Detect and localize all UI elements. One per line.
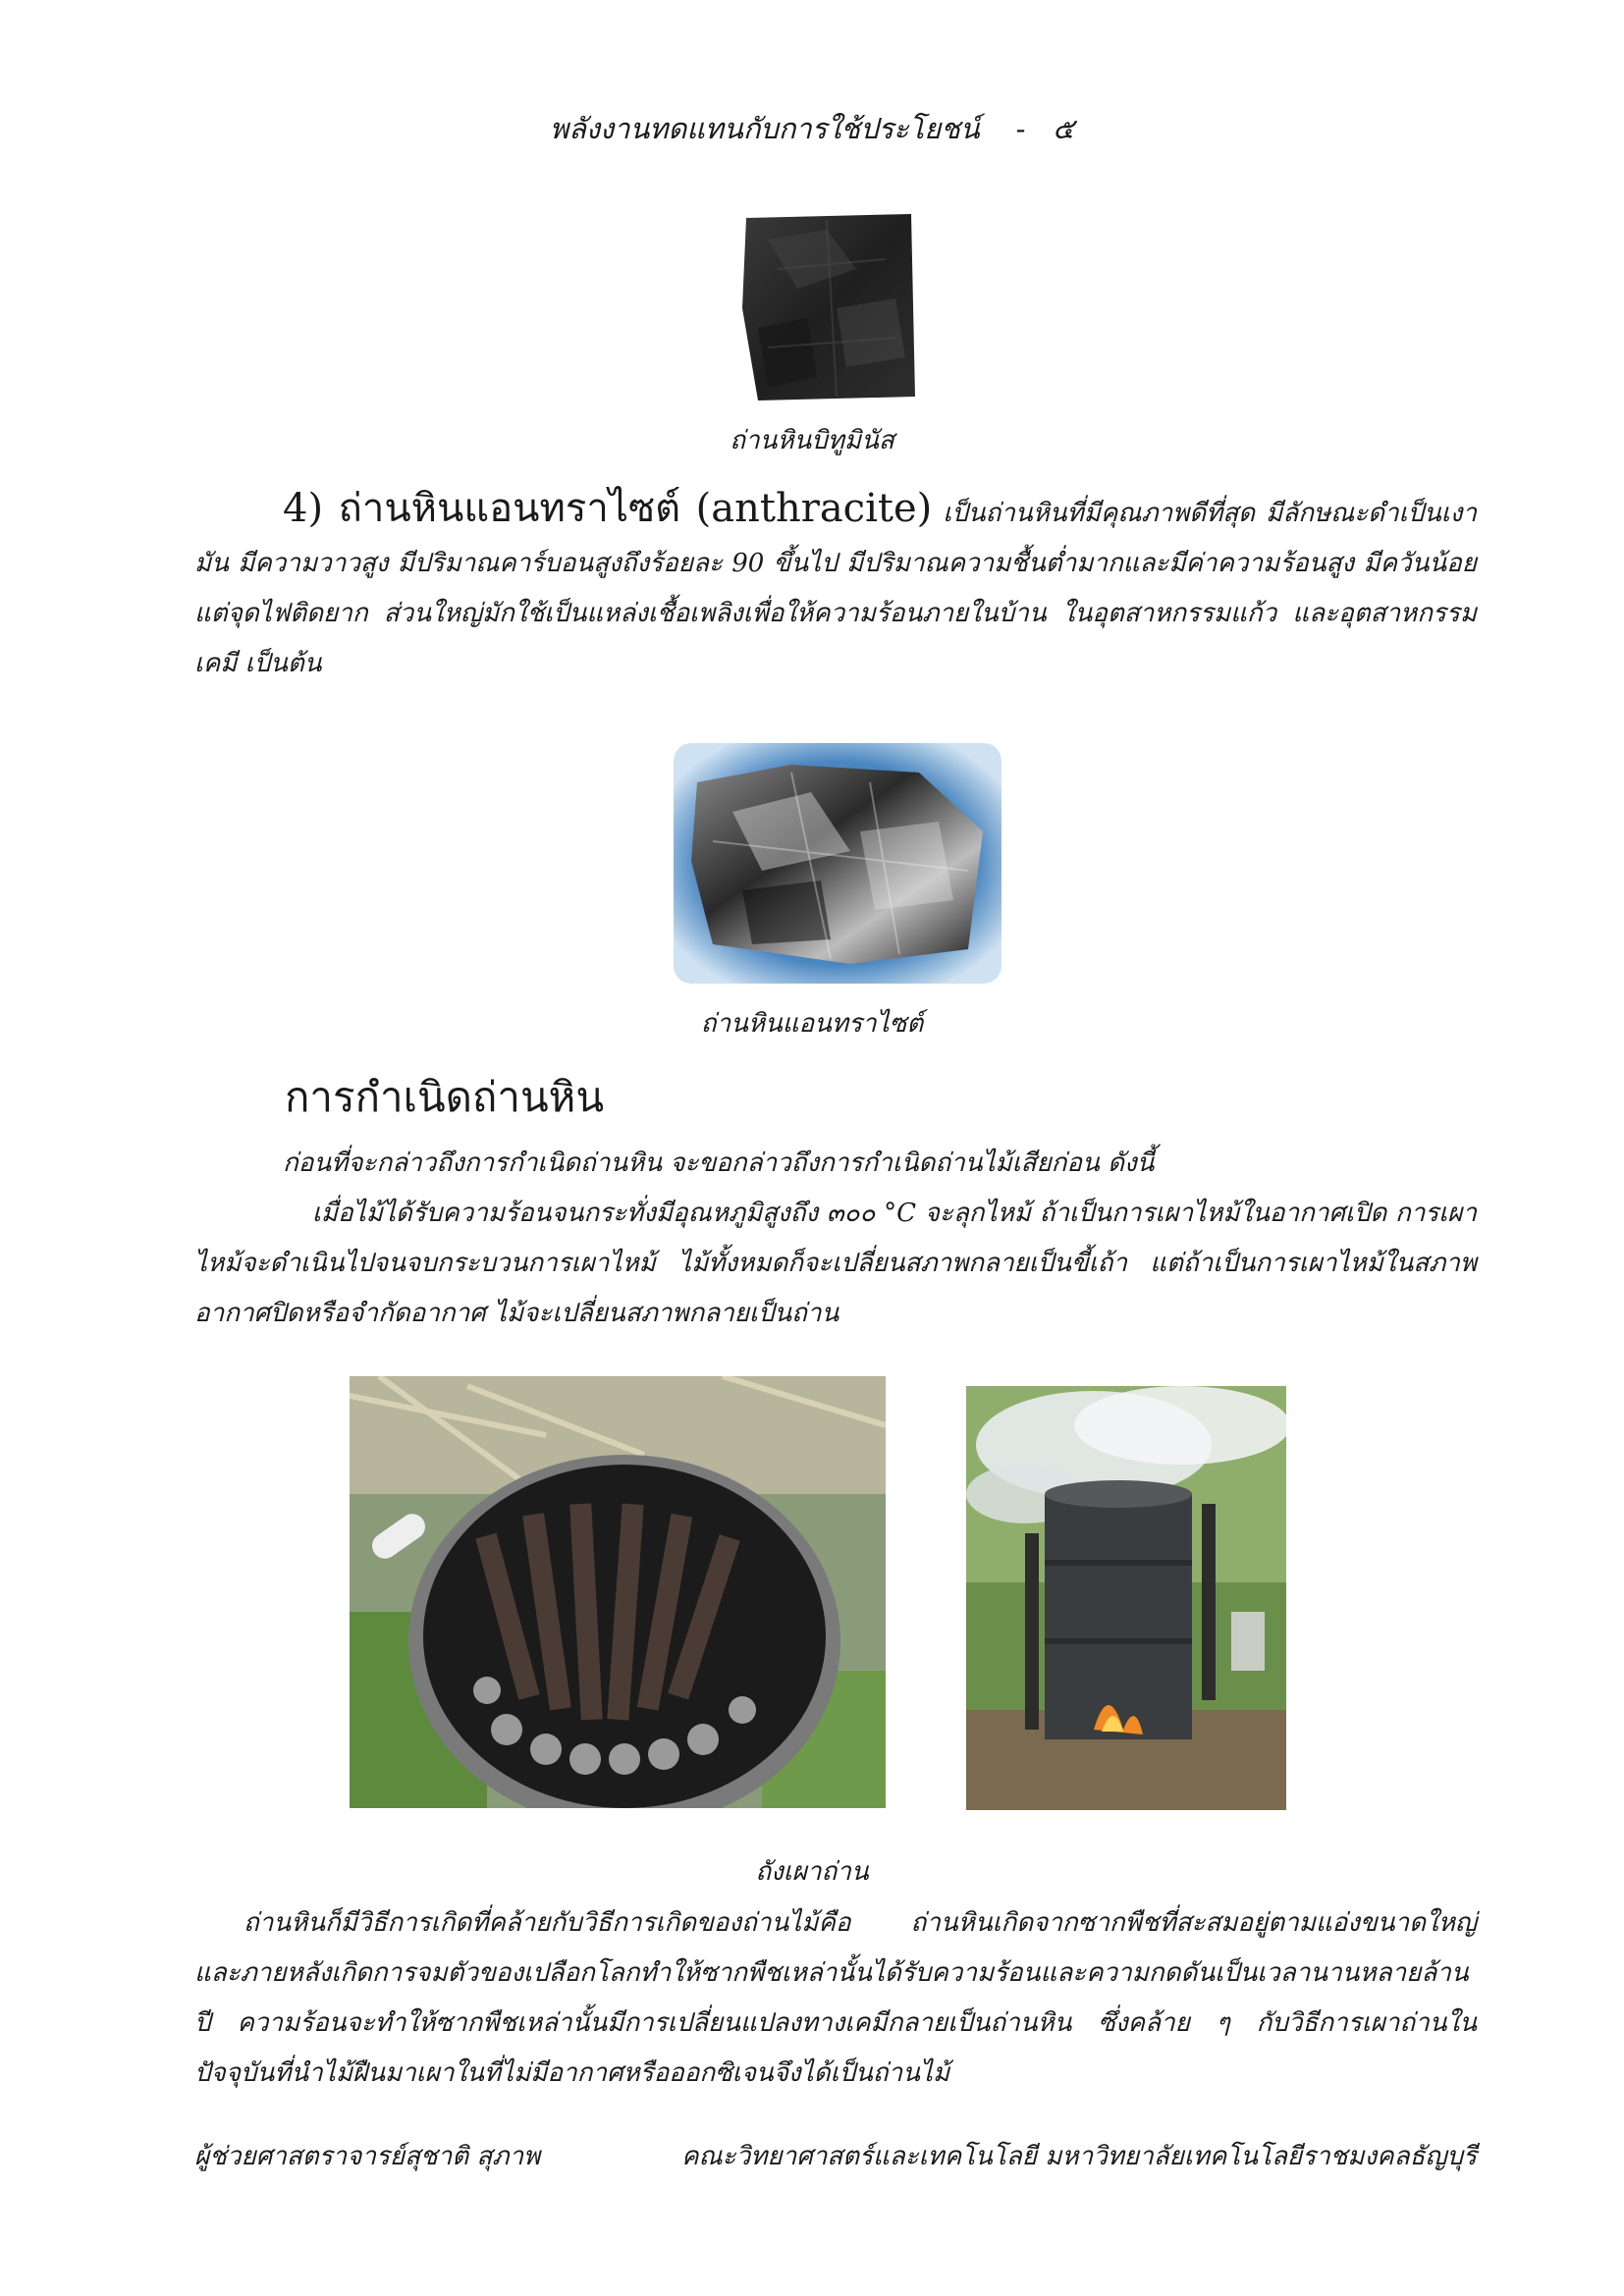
header-separator: - bbox=[1015, 112, 1026, 145]
header-title: พลังงานทดแทนกับการใช้ประโยชน์ bbox=[549, 112, 980, 145]
bituminous-caption: ถ่านหินบิทูมินัส bbox=[730, 426, 894, 455]
footer-institution: คณะวิทยาศาสตร์และเทคโนโลยี มหาวิทยาลัยเทคโนโลยีราชมงคลธัญบุรี bbox=[681, 2142, 1477, 2171]
section-paragraph-1: เมื่อไม้ได้รับความร้อนจนกระทั่งมีอุณหภูมิสูงถึง ๓๐๐ °C จะลุกไหม้ ถ้าเป็นการเผาไหม้ในอากาศเปิด การเผาไหม้จะดำเนินไปจนจบกระบวนการเผาไหม้ ไม้ทั้งหมดก็จะเปลี่ยนสภาพกลายเป็นขี้เถ้า แต่ถ้าเป็นการเผาไหม้ในสภาพอากาศปิดหรือจำกัดอากาศ ไม้จะเปลี่ยนสภาพกลายเป็นถ่าน bbox=[194, 1199, 1477, 1328]
section-paragraph-2: ถ่านหินก็มีวิธีการเกิดที่คล้ายกับวิธีการเกิดของถ่านไม้คือ ถ่านหินเกิดจากซากพืชที่สะสมอยู่ตามแอ่งขนาดใหญ่ และภายหลังเกิดการจมตัวของเปลือกโลกทำให้ซากพืชเหล่านั้นได้รับความร้อนและความกดดันเป็นเวลานานหลายล้านปี ความร้อนจะทำให้ซากพืชเหล่านั้นมีการเปลี่ยนแปลงทางเคมีกลายเป็นถ่านหิน ซึ่งคล้าย ๆ กับวิธีการเผาถ่านในปัจจุบันที่นำไม้ฝืนมาเผาในที่ไม่มีอากาศหรือออกซิเจนจึงได้เป็นถ่านไม้ bbox=[194, 1908, 1477, 2088]
page-footer bbox=[194, 2136, 1477, 2176]
kiln-drum-image bbox=[966, 1386, 1286, 1810]
page-number: ๕ bbox=[1053, 112, 1075, 145]
kiln-caption: ถังเผาถ่าน bbox=[755, 1857, 869, 1887]
anthracite-image bbox=[674, 743, 1001, 984]
anthracite-paragraph bbox=[194, 484, 1477, 689]
bituminous-coal-image bbox=[738, 210, 919, 404]
section-heading: การกำเนิดถ่านหิน bbox=[285, 1073, 605, 1121]
anthracite-lead: 4) ถ่านหินแอนทราไซต์ (anthracite) bbox=[283, 486, 933, 531]
section-intro: ก่อนที่จะกล่าวถึงการกำเนิดถ่านหิน จะขอกล่าวถึงการกำเนิดถ่านไม้เสียก่อน ดังนี้ bbox=[283, 1148, 1155, 1178]
anthracite-body: เป็นถ่านหินที่มีคุณภาพดีที่สุด มีลักษณะดำเป็นเงามัน มีความวาวสูง มีปริมาณคาร์บอนสูงถึงร้อยละ 90 ขึ้นไป มีปริมาณความชื้นต่ำมากและมีค่าความร้อนสูง มีควันน้อย แต่จุดไฟติดยาก ส่วนใหญ่มักใช้เป็นแหล่งเชื้อเพลิงเพื่อให้ความร้อนภายในบ้าน ในอุตสาหกรรมแก้ว และอุตสาหกรรมเคมี เป็นต้น bbox=[194, 499, 1477, 678]
page-header bbox=[0, 106, 1624, 151]
kiln-charcoal-image bbox=[350, 1376, 886, 1808]
footer-author: ผู้ช่วยศาสตราจารย์สุชาติ สุภาพ bbox=[194, 2142, 541, 2171]
anthracite-caption: ถ่านหินแอนทราไซต์ bbox=[700, 1009, 924, 1039]
